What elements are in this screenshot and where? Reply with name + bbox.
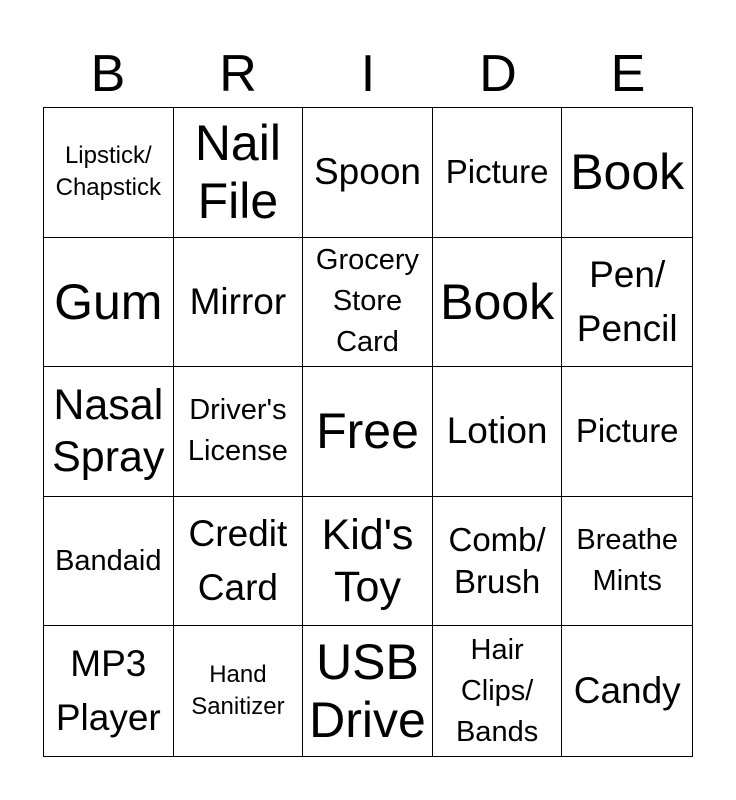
cell-label: Gum (54, 273, 163, 330)
cell-label: Nasal Spray (52, 381, 165, 482)
cell-label: Lotion (446, 410, 548, 452)
bingo-cell-r4-c1[interactable] (44, 497, 174, 627)
cell-label: Book (440, 273, 555, 330)
bingo-cell-r5-c4[interactable] (433, 626, 563, 756)
cell-label: Breathe Mints (576, 524, 678, 598)
header-letter-d: D (479, 45, 517, 103)
header-letter-b: B (90, 45, 126, 103)
bingo-cell-r2-c2[interactable] (174, 238, 304, 368)
bingo-cell-r1-c2[interactable] (174, 108, 304, 238)
cell-label: Driver's License (187, 394, 288, 468)
bingo-cell-r3-c1[interactable] (44, 367, 174, 497)
cell-label: Pen/ Pencil (576, 253, 678, 349)
bingo-cell-r2-c4[interactable] (433, 238, 563, 368)
cell-label: Candy (573, 670, 681, 712)
bingo-cell-r2-c1[interactable] (44, 238, 174, 368)
bingo-cell-r4-c2[interactable] (174, 497, 304, 627)
bingo-cell-r5-c3[interactable] (303, 626, 433, 756)
cell-label: Grocery Store Card (315, 244, 420, 359)
bingo-cell-r2-c5[interactable] (562, 238, 692, 368)
cell-label: Mirror (189, 280, 287, 322)
cell-label: Hair Clips/ Bands (455, 633, 539, 748)
cell-label: Credit Card (188, 513, 288, 609)
bingo-cell-r1-c5[interactable] (562, 108, 692, 238)
bingo-cell-r3-c5[interactable] (562, 367, 692, 497)
cell-label: USB Drive (309, 634, 426, 749)
cell-label: Free (316, 403, 419, 460)
bingo-cell-r4-c3[interactable] (303, 497, 433, 627)
cell-label: Lipstick/ Chapstick (55, 142, 161, 202)
bingo-cell-free[interactable] (303, 367, 433, 497)
header-letter-r: R (219, 45, 257, 103)
cell-label: Bandaid (55, 544, 162, 577)
bingo-header (43, 40, 693, 108)
bingo-cell-r3-c2[interactable] (174, 367, 304, 497)
cell-label: Kid's Toy (321, 511, 414, 612)
bingo-cell-r4-c5[interactable] (562, 497, 692, 627)
cell-label: Picture (445, 153, 549, 191)
cell-label: Picture (575, 412, 679, 450)
bingo-cell-r2-c3[interactable] (303, 238, 433, 368)
header-letter-e: E (610, 45, 646, 103)
bingo-cell-r1-c1[interactable] (44, 108, 174, 238)
bingo-cell-r5-c1[interactable] (44, 626, 174, 756)
bingo-cell-r3-c4[interactable] (433, 367, 563, 497)
bingo-board (43, 107, 693, 757)
cell-label: Comb/ Brush (448, 521, 546, 601)
cell-label: MP3 Player (55, 643, 161, 739)
cell-label: Book (570, 144, 685, 201)
bingo-cell-r5-c5[interactable] (562, 626, 692, 756)
bingo-cell-r1-c3[interactable] (303, 108, 433, 238)
cell-label: Spoon (313, 151, 421, 193)
cell-label: Nail File (194, 115, 281, 230)
cell-label: Hand Sanitizer (191, 661, 285, 721)
bingo-cell-r4-c4[interactable] (433, 497, 563, 627)
header-letter-i: I (360, 45, 376, 103)
bingo-cell-r1-c4[interactable] (433, 108, 563, 238)
bingo-cell-r5-c2[interactable] (174, 626, 304, 756)
